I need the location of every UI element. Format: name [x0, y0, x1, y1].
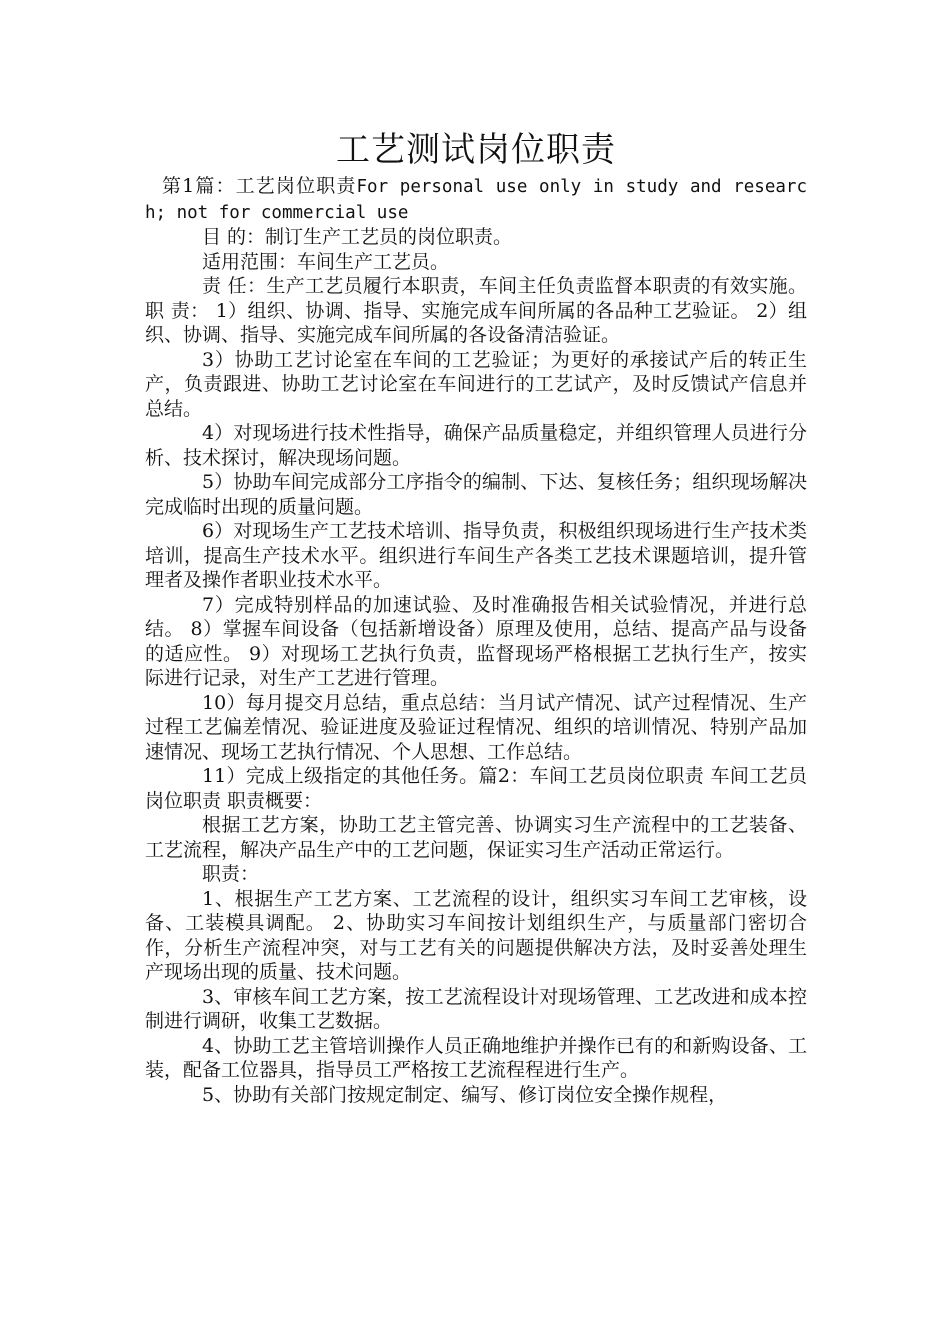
paragraph-duties-heading: 职责： — [202, 863, 260, 885]
document-page — [145, 128, 807, 1107]
first-paragraph-en: For personal use only in study and research; not for commercial use — [145, 177, 807, 223]
paragraph-item-6: 6）对现场生产工艺技术培训、指导负责，积极组织现场进行生产技术类培训，提高生产技术水平。组织进行车间生产各类工艺技术课题培训，提升管理者及操作者职业技术水平。 — [145, 520, 807, 591]
paragraph-scope: 适用范围：车间生产工艺员。 — [202, 250, 450, 273]
paragraph-summary: 根据工艺方案，协助工艺主管完善、协调实习生产流程中的工艺装备、工艺流程，解决产品生产中的工艺问题，保证实习生产活动正常运行。 — [145, 814, 807, 861]
document-title: 工艺测试岗位职责 — [336, 130, 616, 170]
paragraph-item-10: 10）每月提交月总结，重点总结：当月试产情况、试产过程情况、生产过程工艺偏差情况、验证进度及验证过程情况、组织的培训情况、特别产品加速情况、现场工艺执行情况、个人思想、工作总结。 — [145, 691, 807, 763]
paragraph-item-11: 11）完成上级指定的其他任务。篇2：车间工艺员岗位职责 车间工艺员岗位职责 职责概要： — [145, 765, 807, 812]
paragraph-item-5: 5）协助车间完成部分工序指令的编制、下达、复核任务；组织现场解决完成临时出现的质量问题。 — [145, 471, 807, 518]
paragraph-duty-4: 4、协助工艺主管培训操作人员正确地维护并操作已有的和新购设备、工装，配备工位器具，指导员工严格按工艺流程程进行生产。 — [145, 1034, 807, 1081]
paragraph-item-3: 3）协助工艺讨论室在车间的工艺验证；为更好的承接试产后的转正生产，负责跟进、协助工艺讨论室在车间进行的工艺试产，及时反馈试产信息并总结。 — [145, 348, 807, 420]
first-paragraph-cn: 第1篇：工艺岗位职责 — [162, 175, 357, 197]
paragraph-responsibility: 责 任：生产工艺员履行本职责，车间主任负责监督本职责的有效实施。 职 责： 1）组织、协调、指导、实施完成车间所属的各品种工艺验证。 2）组织、协调、指导、实施完成车间所属的各设备清洁验证。 — [145, 275, 807, 346]
paragraph-duty-3: 3、审核车间工艺方案，按工艺流程设计对现场管理、工艺改进和成本控制进行调研，收集工艺数据。 — [145, 985, 807, 1032]
first-paragraph — [145, 174, 807, 225]
paragraph-item-7-9: 7）完成特别样品的加速试验、及时准确报告相关试验情况，并进行总结。 8）掌握车间设备（包括新增设备）原理及使用，总结、提高产品与设备的适应性。 9）对现场工艺执行负责，监督现场严格根据工艺执行生产，按实际进行记录，对生产工艺进行管理。 — [145, 593, 807, 689]
paragraph-item-4: 4）对现场进行技术性指导，确保产品质量稳定，并组织管理人员进行分析、技术探讨，解决现场问题。 — [145, 422, 807, 469]
paragraph-purpose: 目 的：制订生产工艺员的岗位职责。 — [202, 226, 513, 248]
paragraph-duty-5: 5、协助有关部门按规定制定、编写、修订岗位安全操作规程， — [202, 1083, 728, 1106]
paragraph-duty-1-2: 1、根据生产工艺方案、工艺流程的设计，组织实习车间工艺审核，设备、工装模具调配。 2、协助实习车间按计划组织生产，与质量部门密切合作，分析生产流程冲突，对与工艺有关的问题提供解决方法，及时妥善处理生产现场出现的质量、技术问题。 — [145, 887, 807, 983]
